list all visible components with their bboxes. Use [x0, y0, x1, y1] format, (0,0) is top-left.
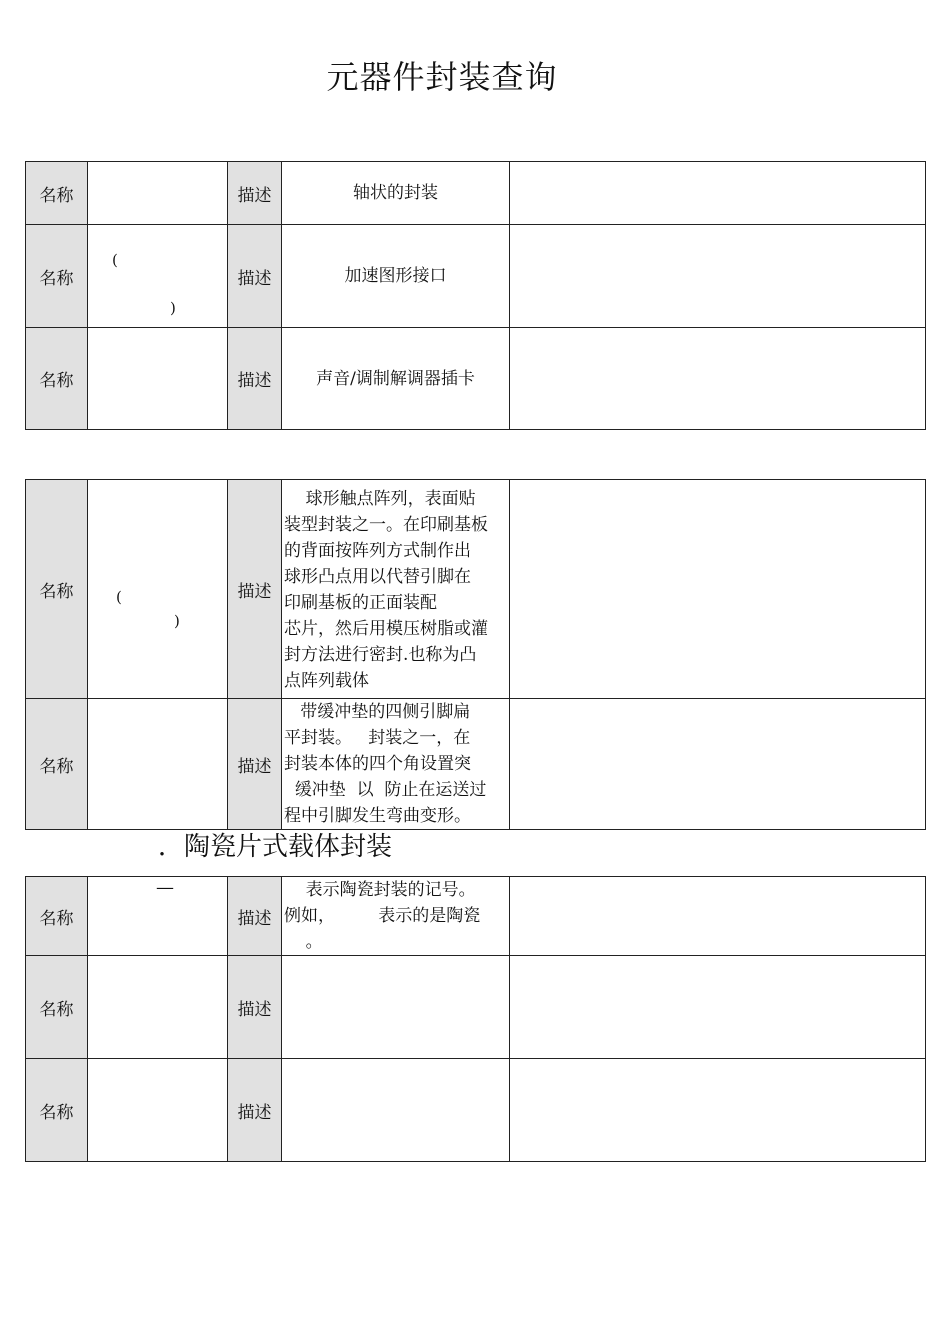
desc-value [282, 956, 510, 1059]
desc-label: 描述 [228, 699, 282, 830]
name-label: 名称 [26, 225, 88, 328]
table-row [26, 956, 926, 1059]
desc-label: 描述 [228, 162, 282, 225]
desc-value: 声音/调制解调器插卡 [282, 328, 510, 430]
name-value [88, 1059, 228, 1162]
image-cell [510, 225, 926, 328]
image-cell [510, 1059, 926, 1162]
desc-value: 轴状的封装 [282, 162, 510, 225]
name-label: 名称 [26, 699, 88, 830]
name-value [88, 162, 228, 225]
name-label: 名称 [26, 162, 88, 225]
name-label: 名称 [26, 877, 88, 956]
desc-text: 球形触点阵列，表面贴 装型封装之一。在印刷基板 的背面按阵列方式制作出 球形凸点用以代替引脚在 印刷基板的正面装配 芯片，然后用模压树脂或灌 封方法进行密封.也称为凸 点阵列载体 [284, 489, 488, 691]
desc-text: 表示陶瓷封装的记号。 例如， 表示的是陶瓷 。 [284, 880, 481, 952]
package-table-2 [25, 479, 926, 830]
name-label: 名称 [26, 1059, 88, 1162]
image-cell [510, 699, 926, 830]
desc-value [282, 699, 510, 830]
desc-label: 描述 [228, 328, 282, 430]
name-label: 名称 [26, 480, 88, 699]
name-value [88, 877, 228, 956]
table-row [26, 699, 926, 830]
name-label: 名称 [26, 328, 88, 430]
table-row [26, 1059, 926, 1162]
image-cell [510, 480, 926, 699]
section-title: ．陶瓷片式载体封装 [158, 832, 393, 862]
table-row [26, 877, 926, 956]
image-cell [510, 162, 926, 225]
image-cell [510, 328, 926, 430]
desc-label: 描述 [228, 225, 282, 328]
table-row [26, 225, 926, 328]
page-title: 元器件封装查询 [326, 58, 558, 96]
desc-value [282, 480, 510, 699]
package-table-1 [25, 161, 926, 430]
package-table-3 [25, 876, 926, 1162]
table-row [26, 328, 926, 430]
name-value [88, 956, 228, 1059]
desc-label: 描述 [228, 877, 282, 956]
name-value [88, 225, 228, 328]
name-value [88, 699, 228, 830]
name-mark: — [156, 877, 174, 898]
image-cell [510, 877, 926, 956]
desc-value: 加速图形接口 [282, 225, 510, 328]
paren-open: ( [116, 588, 122, 606]
desc-label: 描述 [228, 956, 282, 1059]
name-value [88, 328, 228, 430]
desc-value [282, 877, 510, 956]
desc-label: 描述 [228, 1059, 282, 1162]
name-label: 名称 [26, 956, 88, 1059]
paren-open: ( [112, 251, 118, 269]
image-cell [510, 956, 926, 1059]
paren-close: ) [170, 299, 176, 317]
desc-value [282, 1059, 510, 1162]
desc-label: 描述 [228, 480, 282, 699]
desc-text: 带缓冲垫的四侧引脚扁 平封装。 封装之一，在 封装本体的四个角设置突 缓冲垫 以 防止在运送过 程中引脚发生弯曲变形。 [284, 702, 487, 826]
name-value [88, 480, 228, 699]
table-row [26, 480, 926, 699]
paren-close: ) [174, 612, 180, 630]
table-row [26, 162, 926, 225]
